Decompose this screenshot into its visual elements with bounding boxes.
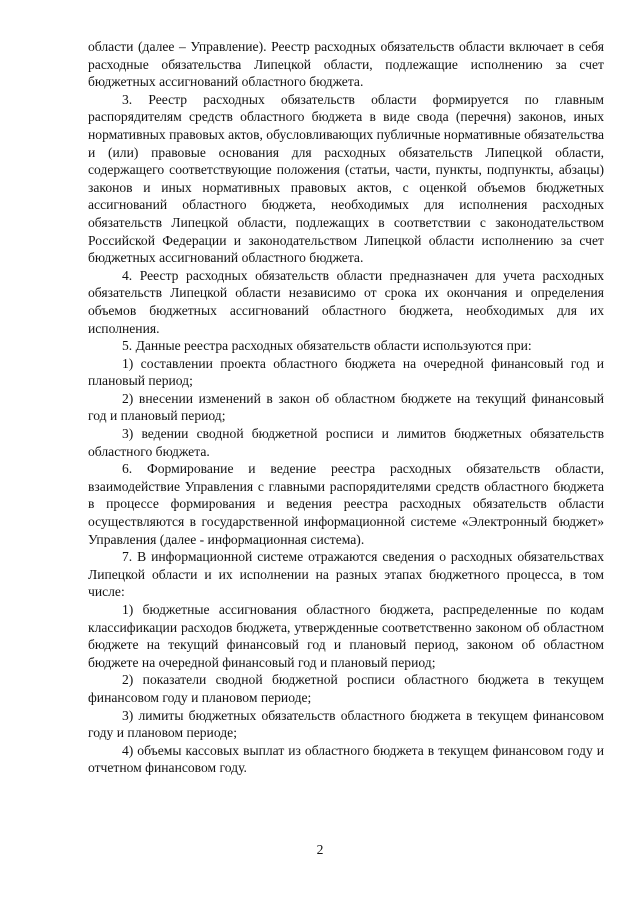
paragraph: области (далее – Управление). Реестр расходных обязательств области включает в себя расходные обязательства Липецкой области, подлежащие исполнению за счет бюджетных ассигнований областного бюджета. xyxy=(88,39,604,90)
paragraph: 1) составлении проекта областного бюджета на очередной финансовый год и плановый период; xyxy=(88,355,604,389)
document-body xyxy=(88,38,604,777)
page-number: 2 xyxy=(316,842,324,857)
paragraph: 2) показатели сводной бюджетной росписи областного бюджета в текущем финансовом году и плановом периоде; xyxy=(88,672,604,705)
paragraph: 5. Данные реестра расходных обязательств области используются при: xyxy=(122,338,532,354)
paragraph: 4) объемы кассовых выплат из областного бюджета в текущем финансовом году и отчетном финансовом году. xyxy=(88,742,604,776)
paragraph: 6. Формирование и ведение реестра расходных обязательств области, взаимодействие Управления с главными распорядителями средств областного бюджета в процессе формирования и ведения реестра расходных обязательств области осуществляются в государственной информационной системе «Электронный бюджет» Управления (далее - информационная система). xyxy=(88,461,604,547)
paragraph: 2) внесении изменений в закон об областном бюджете на текущий финансовый год и плановый период; xyxy=(88,390,604,424)
paragraph: 7. В информационной системе отражаются сведения о расходных обязательствах Липецкой области и их исполнении на разных этапах бюджетного процесса, в том числе: xyxy=(88,549,604,600)
paragraph: 1) бюджетные ассигнования областного бюджета, распределенные по кодам классификации расходов бюджета, утвержденные соответственно законом об областном бюджете на текущий финансовый год и плановый период, законом об областном бюджете на очередной финансовый год и плановый период; xyxy=(88,602,604,670)
paragraph: 4. Реестр расходных обязательств области предназначен для учета расходных обязательств Липецкой области независимо от срока их окончания и определения объемов бюджетных ассигнований областного бюджета, необходимых для их исполнения. xyxy=(88,267,604,336)
paragraph: 3) лимиты бюджетных обязательств областного бюджета в текущем финансовом году и плановом периоде; xyxy=(88,707,604,741)
paragraph: 3) ведении сводной бюджетной росписи и лимитов бюджетных обязательств областного бюджета. xyxy=(88,426,604,459)
paragraph: 3. Реестр расходных обязательств области формируется по главным распорядителям средств областного бюджета в виде свода (перечня) законов, иных нормативных правовых актов, обусловливающих публичные нормативные обязательства и (или) правовые основания для расходных обязательств Липецкой области, содержащего соответствующие положения (статьи, части, пункты, подпункты, абзацы) законов и иных нормативных правовых актов, с оценкой объемов бюджетных ассигнований областного бюджета, необходимых для исполнения расходных обязательств Липецкой области, подлежащих в соответствии с законодательством Российской Федерации и законодательством Липецкой области исполнению за счет бюджетных ассигнований областного бюджета. xyxy=(88,91,604,266)
